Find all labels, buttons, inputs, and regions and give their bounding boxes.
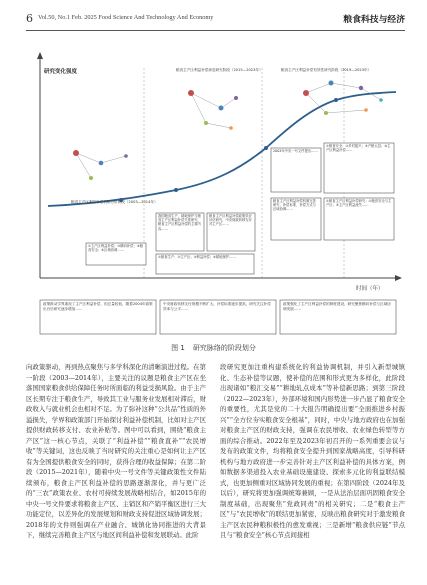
paragraph: 段研究更加注重构建系统化的利益协调机制，并引入新型城镇化、生态补偿等议题，使补偿的范围和形式更为多样化，此阶段出现诸如“粮汇交易”“耕地轧点成本”等补偿新思路；到第三阶段（2022—2023年），外部环境和国内形势进一步凸显了粮食安全的重要性，尤其是党的二十大报告明确提出要“全面推进乡村振兴”“全方位夯实粮食安全根基”，同时，中央与地方政府也在加强对粮食主产区的财政支持，强调在农民增收、农业绿色转型等方面的综合推动。2022年至及2023年初召开的一系列重要会议与发布的政策文件，均将粮食安全提升到国家战略高度，引导科研机构与地方政府进一步完善针对主产区利益补偿的具体方案，例如数据多渠道投入农业基础设施建设、探索多元化的利益联结模式，也更加侧重对区域协同发展的重视；在第四阶段（2024年及以后），研究将更加强调统筹兼顾，一是从法治层面巩固粮食安全制度基础，出现聚焦“党政同责”的相关研究；二是“粮食主产区”与“农民增收”的联结更加紧密，反映出粮食研究对于激发粮食主产区农民种粮积极性的愈发重视；三是新增“粮食供应链”节点且与“粮食安全”核心节点间接相: [220, 363, 405, 539]
y-axis-label: 研究变化强度: [44, 69, 78, 75]
annotation-box-8: [156, 254, 254, 274]
stage-label-1: 粮食主产区利益补偿演变研究阶段（2015—2023年）: [176, 68, 263, 72]
curve-point: [264, 146, 268, 150]
annotation-box-3-text: 粮食主产区利益补偿机制完善研究，补偿标准、补偿方式与区域协调……: [273, 199, 316, 212]
y-axis-arrow: [37, 52, 43, 59]
annotation-box-8-text: ①粮食生产；②主产区；③利益补偿；④耕地保护……: [158, 255, 236, 259]
body-column-left: [26, 362, 206, 541]
annotation-box-2-text: 粮食主产区利益补偿政策效应评估研究，中央财政转移支付对主产区……: [209, 214, 252, 227]
figure-1: [26, 38, 405, 338]
timeline-box-2: [160, 300, 276, 334]
x-axis-label: 时间（年）: [356, 286, 384, 292]
keyword-network-1: [188, 90, 238, 130]
timeline-box-1: [40, 300, 156, 334]
body-column-right: [220, 362, 405, 541]
annotation-box-1: [156, 213, 204, 251]
annotation-box-1-text: 我国粮食生产、耕地保护与粮食主产区利益补偿关系研究，粮食主产区利益补偿的主要内容……: [158, 214, 201, 231]
page-number: 6: [26, 12, 33, 25]
curve-point: [174, 188, 178, 192]
figure-caption: [0, 343, 427, 353]
stage-label-3: 粮食主产区利益补偿机制分析阶段（2003—2014年）: [71, 200, 158, 204]
annotation-box-3: [271, 198, 321, 240]
header-rule: [26, 30, 405, 31]
annotation-box-6: [324, 143, 394, 193]
timeline-box-3-text: 政策强化了主产区利益补偿的制度建设，研究聚焦横向补偿与区域协调发展……: [283, 302, 391, 311]
annotation-box-4-text: ①粮食主产区利益补偿研究；②粮食安全与主产区；③主产区利益流失……: [326, 199, 392, 208]
header-bar: [26, 12, 405, 28]
timeline-box-2-text: 中央财政转移支付规模不断扩大，补偿标准逐步提高，研究关注补偿效率与公平……: [163, 302, 271, 311]
caption-label: 图 1: [171, 344, 185, 352]
annotation-box-5-text: 2003年中央一号文件提出……: [273, 149, 318, 153]
running-head: Vol.50, No.1 Feb. 2025 Food Science And Technology And Economy: [38, 14, 214, 21]
annotation-box-2: [207, 213, 255, 251]
keyword-network-3: [73, 150, 128, 180]
annotation-box-7-text: ①主产区利益补偿；②横向补偿；③粮食安全；④区域协调……: [88, 244, 144, 253]
annotation-box-6-text: ①粮食安全；②乡村振兴；③产粮大县；④主产区利益补偿……: [326, 144, 391, 153]
caption-text: 研究脉络的阶段划分: [192, 344, 256, 352]
stage-label-2: 粮食主产区利益补偿有效性研究阶段（2019—2023年）: [281, 68, 372, 72]
timeline-box-3: [280, 300, 396, 334]
x-axis-arrow: [395, 275, 402, 281]
timeline-box-1-text: 政策推动学界重视了主产区利益补偿，但总量较低，随着2004年政策出台后研究逐步增加……: [43, 302, 153, 311]
research-stage-diagram: [26, 38, 405, 338]
annotation-box-5: [271, 148, 321, 192]
annotation-box-4: [324, 198, 394, 240]
curve-point: [334, 98, 338, 102]
paragraph: 向政策驱动，再到热点聚焦与多学科深化的清晰演进过程。在第一阶段（2003—2014年），主要关注的议题是粮食主产区在坐落国国家粮食供给保障任务时所面临的利益受损风险。由于主产区长期专注于粮食生产，导致其工业与服务业发展相对滞后，财政收入与就业机会也相对不足。为了弥补这种“公共品”性质的外溢损失，学界和政策部门开始探讨利益补偿机制，比如对主产区提供财政转移支付、农业补贴等。图中可以看到，围绕“粮食主产区”这一核心节点，关联了“利益补偿”“粮食直补”“农民增收”等关键词，这也反映了当时研究的关注重心是如何让主产区有为全国提供粮食安全的同时，获得合理的收益保障；在第二阶段（2015—2021年），随着中央一号文件等关键政策性文件陆续颁布，粮食主产区利益补偿的思路逐渐深化，并与更广泛的“三农”政策农业、农村可持续发展战略相结合，如2015年的中央一号文件要求将粮食主产区、主销区和产销平衡区进行三大功能定位，以差异化的发展规划和财政支持促进区域协调发展；2018年的文件则强调在产业融合、城镇化协同推进的大背景下，继续完善粮食主产区与地区间利益补偿和发展联动。此阶: [26, 363, 206, 539]
journal-name: 粮食科技与经济: [343, 15, 405, 25]
annotation-box-7: [86, 243, 146, 265]
